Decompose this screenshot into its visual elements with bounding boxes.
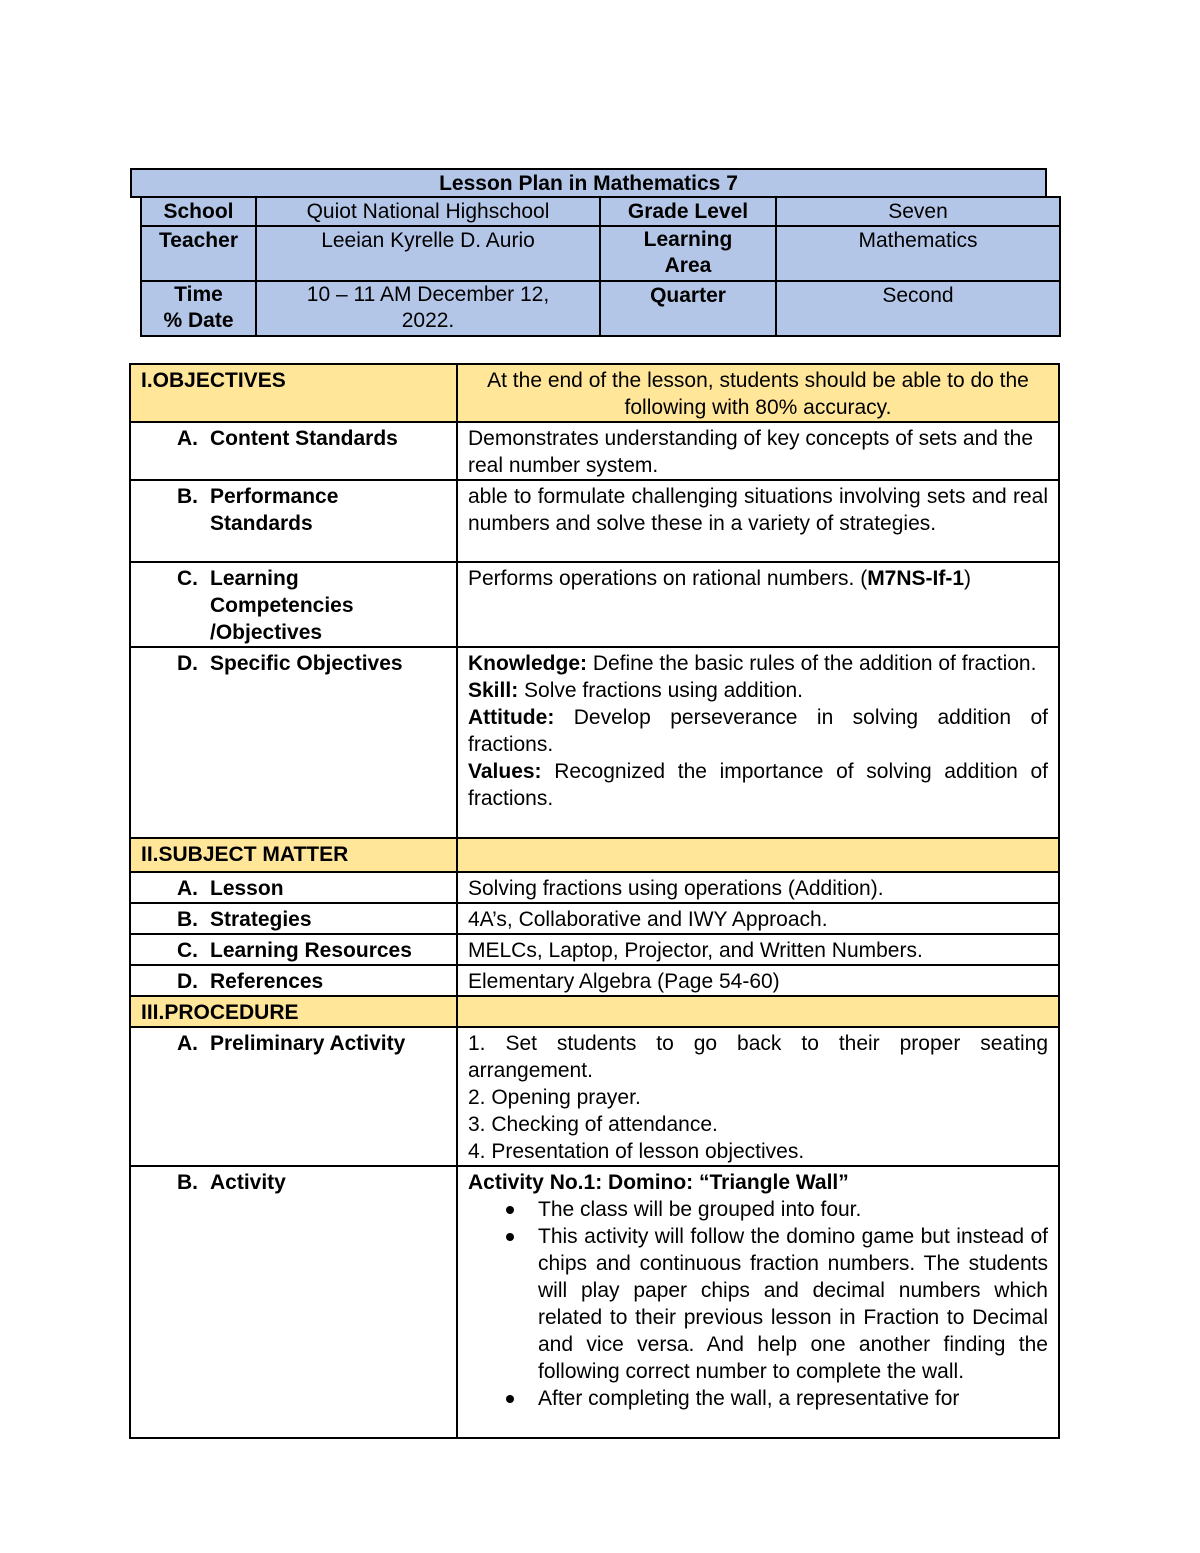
- learning-area-value: Mathematics: [776, 226, 1060, 281]
- letter-c: C.: [177, 939, 198, 962]
- learning-area-label: Learning Area: [600, 226, 776, 281]
- activity-value: [457, 1166, 1059, 1438]
- content-standards-row: [130, 422, 1059, 480]
- references-label: References: [210, 970, 324, 993]
- competencies-text: Performs operations on rational numbers. (: [468, 567, 868, 590]
- preliminary-step: 3. Checking of attendance.: [468, 1113, 718, 1136]
- letter-a: A.: [177, 877, 198, 900]
- learning-resources-value: MELCs, Laptop, Projector, and Written Numbers.: [457, 934, 1059, 965]
- objectives-intro: At the end of the lesson, students should be able to do the following with 80% accuracy.: [457, 364, 1059, 422]
- specific-objectives-label: Specific Objectives: [210, 652, 403, 675]
- objectives-row: [130, 364, 1059, 422]
- preliminary-step: 1. Set students to go back to their proper seating arrangement.: [468, 1032, 1048, 1082]
- school-value: Quiot National Highschool: [256, 197, 600, 226]
- objectives-heading: I.OBJECTIVES: [130, 364, 457, 422]
- preliminary-step: 2. Opening prayer.: [468, 1086, 641, 1109]
- content-standards-label: Content Standards: [210, 427, 398, 450]
- values-label: Values:: [468, 760, 542, 783]
- references-row: [130, 965, 1059, 996]
- quarter-label: Quarter: [600, 281, 776, 336]
- teacher-value: Leeian Kyrelle D. Aurio: [256, 226, 600, 281]
- learning-competencies-value: [457, 562, 1059, 647]
- procedure-row: [130, 996, 1059, 1027]
- letter-a: A.: [177, 1032, 198, 1055]
- letter-d: D.: [177, 970, 198, 993]
- activity-bullet-list: [468, 1196, 1048, 1412]
- grade-level-value: Seven: [776, 197, 1060, 226]
- time-date-value: 10 – 11 AM December 12, 2022.: [256, 281, 600, 336]
- time-date-label: Time % Date: [141, 281, 256, 336]
- teacher-label: Teacher: [141, 226, 256, 281]
- list-item: This activity will follow the domino game but instead of chips and continuous fraction numbers. The students will play paper chips and decimal numbers which related to their previous lesson in Fraction to Decimal and vice versa. And help one another finding the following correct number to complete the wall.: [538, 1225, 1048, 1383]
- preliminary-activity-label: Preliminary Activity: [210, 1032, 406, 1055]
- performance-standards-value: able to formulate challenging situations involving sets and real numbers and solve these in a variety of strategies.: [457, 480, 1059, 562]
- skill-text: Solve fractions using addition.: [518, 679, 804, 702]
- letter-c: C.: [177, 567, 198, 590]
- school-label: School: [141, 197, 256, 226]
- strategies-label: Strategies: [210, 908, 312, 931]
- learning-resources-label: Learning Resources: [210, 939, 412, 962]
- competencies-code: M7NS-If-1: [867, 567, 965, 590]
- lesson-value: Solving fractions using operations (Addition).: [457, 872, 1059, 903]
- activity-label: Activity: [210, 1171, 286, 1194]
- letter-b: B.: [177, 485, 198, 508]
- lesson-plan-table: [129, 363, 1060, 1439]
- lesson-plan-title: Lesson Plan in Mathematics 7: [130, 168, 1047, 198]
- letter-d: D.: [177, 652, 198, 675]
- grade-level-label: Grade Level: [600, 197, 776, 226]
- preliminary-activity-value: [457, 1027, 1059, 1166]
- lesson-row: [130, 872, 1059, 903]
- skill-label: Skill:: [468, 679, 519, 702]
- letter-b: B.: [177, 908, 198, 931]
- attitude-text: Develop perseverance in solving addition of fractions.: [468, 706, 1048, 756]
- references-value: Elementary Algebra (Page 54-60): [457, 965, 1059, 996]
- lesson-label: Lesson: [210, 877, 284, 900]
- preliminary-activity-row: [130, 1027, 1059, 1166]
- procedure-heading: III.PROCEDURE: [130, 996, 457, 1027]
- letter-a: A.: [177, 427, 198, 450]
- activity-title: Activity No.1: Domino: “Triangle Wall”: [468, 1171, 849, 1194]
- knowledge-label: Knowledge:: [468, 652, 587, 675]
- strategies-row: [130, 903, 1059, 934]
- subject-matter-row: [130, 838, 1059, 872]
- learning-competencies-label: Learning Competencies /Objectives: [210, 567, 354, 644]
- performance-standards-label: Performance Standards: [210, 485, 339, 535]
- learning-resources-row: [130, 934, 1059, 965]
- activity-row: [130, 1166, 1059, 1438]
- performance-standards-row: [130, 480, 1059, 562]
- values-text: Recognized the importance of solving addition of fractions.: [468, 760, 1048, 810]
- competencies-close: ): [964, 567, 972, 590]
- knowledge-text: Define the basic rules of the addition of fraction.: [587, 652, 1037, 675]
- list-item: The class will be grouped into four.: [538, 1196, 1048, 1223]
- letter-b: B.: [177, 1171, 198, 1194]
- preliminary-step: 4. Presentation of lesson objectives.: [468, 1140, 805, 1163]
- learning-competencies-row: [130, 562, 1059, 647]
- attitude-label: Attitude:: [468, 706, 555, 729]
- strategies-value: 4A’s, Collaborative and IWY Approach.: [457, 903, 1059, 934]
- content-standards-value: Demonstrates understanding of key concepts of sets and the real number system.: [457, 422, 1059, 480]
- specific-objectives-row: [130, 647, 1059, 838]
- list-item: After completing the wall, a representative for: [538, 1385, 1048, 1412]
- subject-matter-heading: II.SUBJECT MATTER: [130, 838, 457, 872]
- quarter-value: Second: [776, 281, 1060, 336]
- header-info-table: [140, 196, 1061, 337]
- specific-objectives-value: [457, 647, 1059, 838]
